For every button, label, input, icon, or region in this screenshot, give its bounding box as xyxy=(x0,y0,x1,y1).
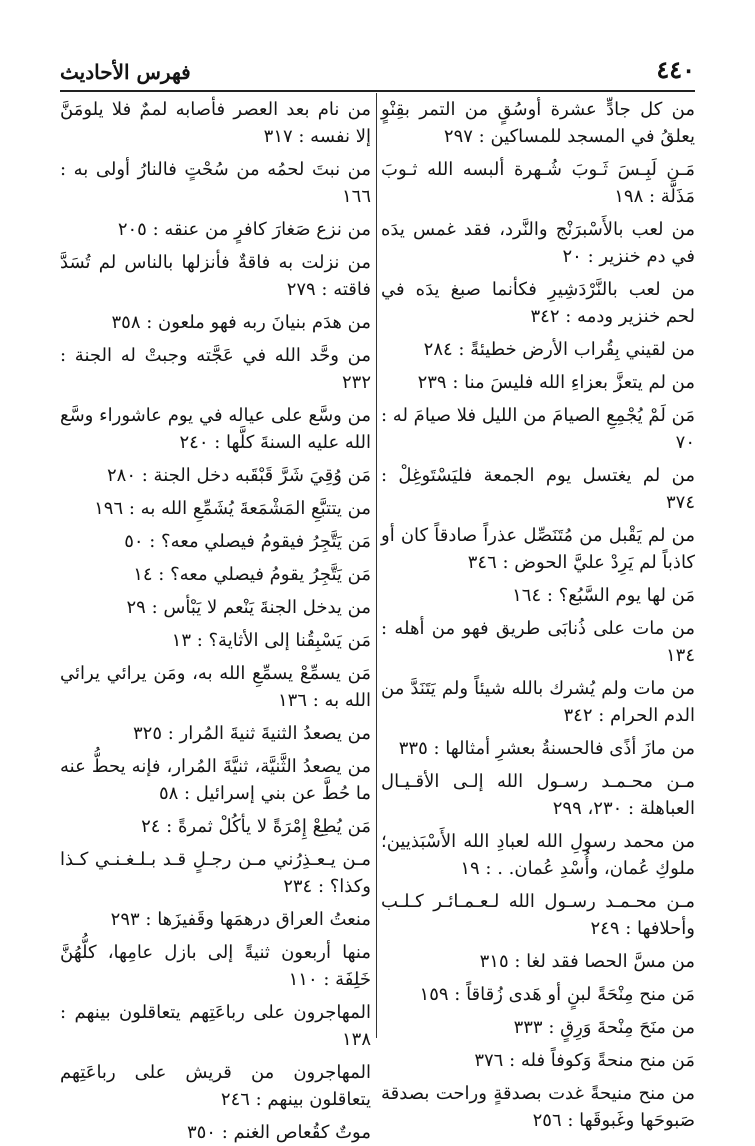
hadith-entry: من وسَّع على عياله في يوم عاشوراء وسَّع الله عليه السنةَ كلَّها : ٢٤٠ xyxy=(60,405,371,453)
hadith-entry: مَن يَتَّجِرُ فيقومُ فيصلي معه؟ : ٥٠ xyxy=(124,531,371,552)
hadith-entry: من محمد رسولِ الله لعبادِ الله الأَسْبَذيين؛ ملوكِ عُمان، وأُسْدِ عُمان. . : ١٩ xyxy=(381,831,695,879)
hadith-entry: من لم يَقْبل من مُتَنَصِّل عذراً صادقاً كان أو كاذباً لم يَرِدْ عليَّ الحوض : ٣٤٦ xyxy=(381,525,695,573)
hadith-entry: مَن لَمْ يُجْمِعِ الصيامَ من الليل فلا صيامَ له : ٧٠ xyxy=(381,405,695,453)
hadith-entry: مَن يسمِّعْ يسمِّعِ الله به، ومَن يرائي يرائي الله به : ١٣٦ xyxy=(60,663,371,711)
hadith-entry: من لم يتعزَّ بعزاءِ الله فليسَ منا : ٢٣٩ xyxy=(417,372,695,393)
hadith-entry: مَن يُطِعْ إِمْرَةً لا يأكُلْ ثمرةً : ٢٤ xyxy=(141,816,371,837)
hadith-entry: مَن منح مِنْحَةً لبنٍ أو هَدى زُقاقاً : ١٥٩ xyxy=(419,984,695,1005)
hadith-entry: من لعب بالأَسْبرَنْج والنَّرد، فقد غمس يدَه في دم خنزير : ٢٠ xyxy=(381,219,695,267)
hadith-entry: مَن لها يوم السَّبُع؟ : ١٦٤ xyxy=(512,585,695,606)
hadith-entry: من يصعدُ الثنيةَ ثنيةَ المُرار : ٣٢٥ xyxy=(133,723,371,744)
hadith-entry: من يدخل الجنةَ يَنْعم لا يَبْأس : ٢٩ xyxy=(126,597,371,618)
hadith-entry: مَن منح منحةً وَكوفاً فله : ٣٧٦ xyxy=(474,1050,695,1071)
hadith-entry: مَـن لَبِـسَ ثَـوبَ شُـهرة ألبسه الله ثـوبَ مَذَلَّة : ١٩٨ xyxy=(381,159,695,207)
hadith-entry: منها أربعون ثنيةً إلى بازل عامِها، كلُّهُنَّ خَلِفَة : ١١٠ xyxy=(60,942,371,990)
page-header xyxy=(60,54,695,88)
hadith-entry: من مازَ أذًى فالحسنةُ بعشرِ أمثالها : ٣٣٥ xyxy=(398,738,695,759)
header-rule xyxy=(60,90,695,92)
hadith-entry: مـن محـمـد رسـول الله لـعـمـائـر كـلـب وأحلافها : ٢٤٩ xyxy=(381,891,695,939)
hadith-entry: من هدَم بنيانَ ربه فهو ملعون : ٣٥٨ xyxy=(111,312,371,333)
hadith-entry: من نبتَ لحمُه من سُحْتٍ فالنارُ أولى به : ١٦٦ xyxy=(60,159,371,207)
hadith-entry: من وحَّد الله في عَجَّته وجبتْ له الجنة : ٢٣٢ xyxy=(60,345,371,393)
hadith-entry: المهاجرون من قريش على رباعَتِهم يتعاقلون بينهم : ٢٤٦ xyxy=(60,1062,371,1110)
running-title: فهرس الأحاديث xyxy=(60,60,191,84)
hadith-entry: من مسَّ الحصا فقد لغا : ٣١٥ xyxy=(479,951,695,972)
hadith-entry: من منَحَ مِنْحةَ وَرِقٍ : ٣٣٣ xyxy=(513,1017,695,1038)
hadith-index-right-column xyxy=(381,96,695,1131)
hadith-entry: من نزلت به فاقةٌ فأنزلها بالناس لم تُسَدَّ فاقته : ٢٧٩ xyxy=(60,252,371,300)
hadith-entry: مـن محـمـد رسـول الله إلـى الأقـيـال العباهلة : ٢٣٠، ٢٩٩ xyxy=(381,771,695,819)
hadith-entry: من مات على ذُنابَى طريق فهو من أهله : ١٣٤ xyxy=(381,618,695,666)
hadith-entry: المهاجرون على رباعَتِهم يتعاقلون بينهم : ١٣٨ xyxy=(60,1002,371,1050)
hadith-entry: مَن يَسْبِقُنا إلى الأثاية؟ : ١٣ xyxy=(171,630,371,651)
hadith-entry: من منح منيحةً غدت بصدقةٍ وراحت بصدقة صَبوحَها وغَبوقَها : ٢٥٦ xyxy=(381,1083,695,1131)
hadith-entry: من لقيني بِقُراب الأرض خطيئةً : ٢٨٤ xyxy=(423,339,695,360)
hadith-entry: مـن يـعـذِرُني مـن رجـلٍ قـد بـلـغـنـي كـذا وكذا؟ : ٢٣٤ xyxy=(60,849,371,897)
column-divider xyxy=(376,93,377,1038)
hadith-entry: من لعب بالنَّرْدَشِيرِ فكأنما صبغ يدَه في لحم خنزير ودمه : ٣٤٢ xyxy=(381,279,695,327)
hadith-entry: من نزع صَغارَ كافرٍ من عنقه : ٢٠٥ xyxy=(117,219,371,240)
hadith-entry: من كل جادٍّ عشرة أوسُقٍ من التمر بقِنْوٍ يعلقُ في المسجد للمساكين : ٢٩٧ xyxy=(381,99,695,147)
hadith-entry: من لم يغتسل يوم الجمعة فليَسْتَوغِلْ : ٣٧٤ xyxy=(381,465,695,513)
hadith-entry: من يتتبَّعِ المَشْمَعةَ يُشَمِّعِ الله به : ١٩٦ xyxy=(94,498,371,519)
hadith-entry: من نام بعد العصر فأصابه لممٌ فلا يلومَنَّ إلا نفسه : ٣١٧ xyxy=(60,99,371,147)
hadith-entry: من يصعدُ الثَّنيَّة، ثنيَّةَ المُرار، فإنه يحطُّ عنه ما حُطَّ عن بني إسرائيل : ٥٨ xyxy=(60,756,371,804)
hadith-entry: منعتُ العراق درهمَها وقَفيزَها : ٢٩٣ xyxy=(110,909,371,930)
page-number: ٤٤٠ xyxy=(656,55,695,84)
hadith-entry: موتٌ كقُعاص الغنم : ٣٥٠ xyxy=(186,1122,371,1143)
hadith-entry: من مات ولم يُشرك بالله شيئاً ولم يَتَنَدَّ من الدم الحرام : ٣٤٢ xyxy=(381,678,695,726)
hadith-entry: مَن يَتَّجِرُ يقومُ فيصلي معه؟ : ١٤ xyxy=(133,564,371,585)
hadith-entry: مَن وُقِيَ شَرَّ قَبْقَبه دخل الجنة : ٢٨٠ xyxy=(107,465,371,486)
hadith-index-left-column xyxy=(60,96,371,1143)
